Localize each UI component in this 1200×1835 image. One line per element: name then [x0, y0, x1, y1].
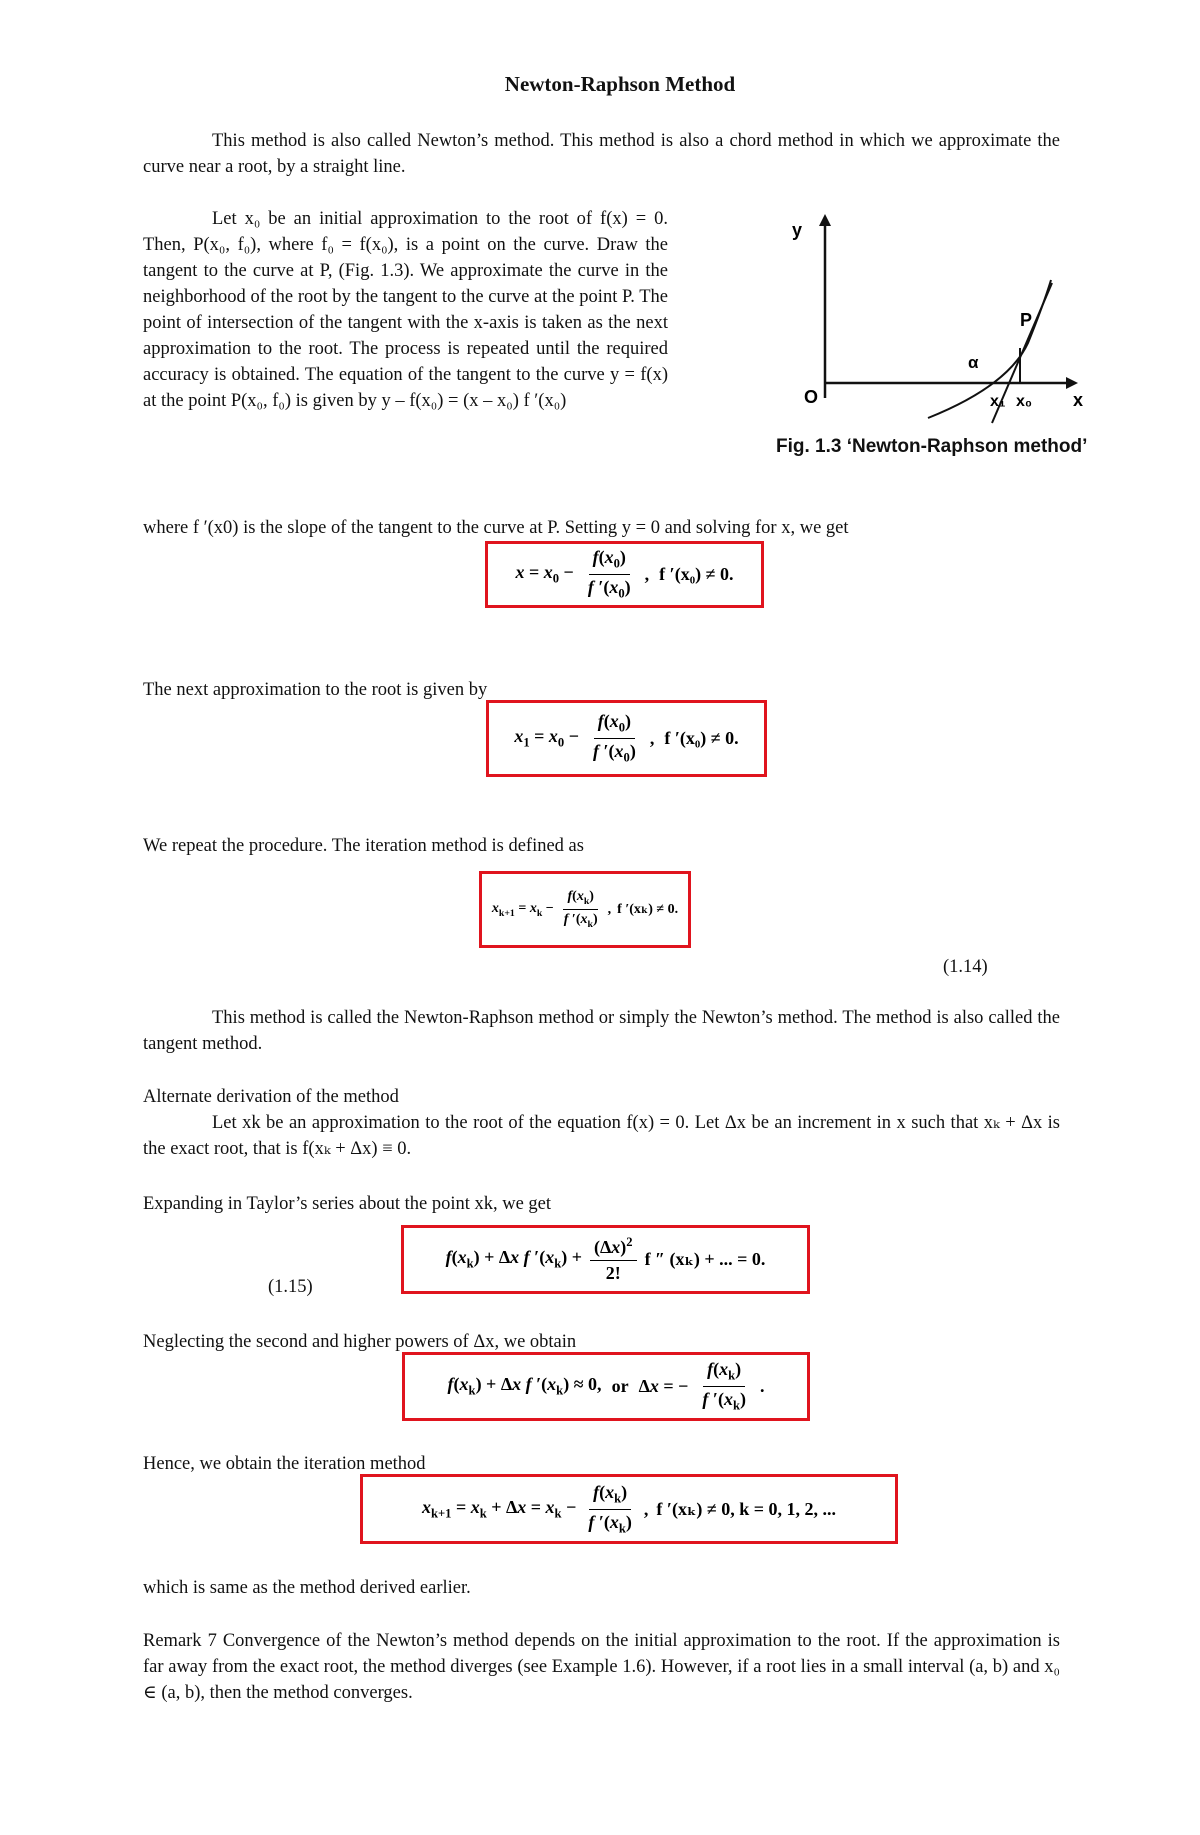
figure-caption: Fig. 1.3 ‘Newton-Raphson method’ — [776, 436, 1088, 457]
equation-box-final: $x_{k+1} = x_k + \Delta x = x_k$ − $\frac{f(x_k)}{f '(x_k)}$ , f ′(xₖ) ≠ 0, k = 0, 1, 2, ... — [360, 1474, 898, 1544]
x0-label: x₀ — [1016, 393, 1033, 410]
next-approx-text: The next approximation to the root is given by — [143, 680, 488, 700]
equation-box-iteration: $x_{k+1} = x_k$ − $\frac{f(x_k)}{f '(x_k)}$ , f ′(xₖ) ≠ 0. — [479, 871, 691, 948]
remark-paragraph: Remark 7 Convergence of the Newton’s method depends on the initial approximation to the root. If the approximation is far away from the exact root, the method diverges (see Example 1.6). However, if a root lies in a small interval (a, b) and x₀ ∈ (a, b), then the method converges. — [143, 1631, 1060, 1703]
p-label: P — [1020, 310, 1033, 330]
hence-text: Hence, we obtain the iteration method — [143, 1454, 426, 1474]
y-axis-arrow — [819, 214, 831, 226]
x-label: x — [1073, 390, 1084, 410]
newton-raphson-figure — [780, 208, 1130, 468]
tangent-paragraph: Let x₀ be an initial approximation to the root of f(x) = 0. Then, P(x₀, f₀), where f₀ = f(x₀), is a point on the curve. Draw the tangent to the curve at P, (Fig. 1.3). We approximate the curve in the neighborhood of the root by the tangent to the curve at the point P. The point of intersection of the tangent with the x-axis is taken as the next approximation to the root. The process is repeated until the required accuracy is obtained. The equation of the tangent to the curve y = f(x) at the point P(x₀, f₀) is given by y – f(x₀) = (x – x₀) f ′(x₀) — [143, 209, 668, 411]
page-title: Newton-Raphson Method — [504, 72, 736, 96]
equation-box-delta: $f(x_k) + \Delta x$ f $'(x_k) \approx 0$, or Δx = − $\frac{f(x_k)}{f '(x_k)}$ . — [402, 1352, 810, 1421]
taylor-tail: f ″ (xₖ) + ... = 0. — [644, 1249, 766, 1269]
alternate-paragraph: Let xk be an approximation to the root of the equation f(x) = 0. Let Δx be an increment in x such that xₖ + Δx is the exact root, that is f(xₖ + Δx) ≡ 0. — [143, 1113, 1060, 1159]
equation-number-1-15: (1.15) — [268, 1277, 313, 1297]
equation-number-1-14: (1.14) — [943, 957, 988, 977]
neglect-text: Neglecting the second and higher powers of Δx, we obtain — [143, 1332, 577, 1352]
y-label: y — [792, 220, 803, 240]
where-paragraph: where f ′(x0) is the slope of the tangent to the curve at P. Setting y = 0 and solving for x, we get — [143, 518, 849, 538]
equation-box-x1: $x_1 = x_0$ − $\frac{f(x_0)}{f '(x_0)}$ , f ′(x₀) ≠ 0. — [486, 700, 767, 777]
equation-box-x: $x = x_0$ − $\frac{f(x_0)}{f '(x_0)}$ , f ′(x₀) ≠ 0. — [485, 541, 764, 608]
origin-label: O — [804, 387, 819, 407]
alpha-label: α — [968, 353, 979, 372]
or-word: or — [611, 1376, 629, 1396]
equation-box-taylor: $f(x_k) + \Delta x$ f $'(x_k)$ + $\frac{(\Delta x)^2}{2!}$ f ″ (xₖ) + ... = 0. — [401, 1225, 810, 1294]
condition-f0-second: f ′(x₀) ≠ 0. — [664, 728, 739, 748]
x1-label: x₁ — [990, 393, 1006, 410]
called-paragraph: This method is called the Newton-Raphson method or simply the Newton’s method. The method is also called the tangent method. — [143, 1008, 1060, 1054]
condition-fk: f ′(xₖ) ≠ 0. — [617, 902, 679, 917]
expanding-text: Expanding in Taylor’s series about the point xk, we get — [143, 1194, 552, 1214]
repeat-text: We repeat the procedure. The iteration method is defined as — [143, 836, 584, 856]
x-axis-arrow — [1066, 377, 1078, 389]
alternate-heading: Alternate derivation of the method — [143, 1087, 399, 1107]
final-tail: f ′(xₖ) ≠ 0, k = 0, 1, 2, ... — [656, 1498, 837, 1519]
condition-f0: f ′(x₀) ≠ 0. — [659, 564, 734, 584]
same-text: which is same as the method derived earlier. — [143, 1578, 471, 1598]
intro-paragraph: This method is also called Newton’s method. This method is also a chord method in which we approximate the curve near a root, by a straight line. — [143, 131, 1060, 177]
